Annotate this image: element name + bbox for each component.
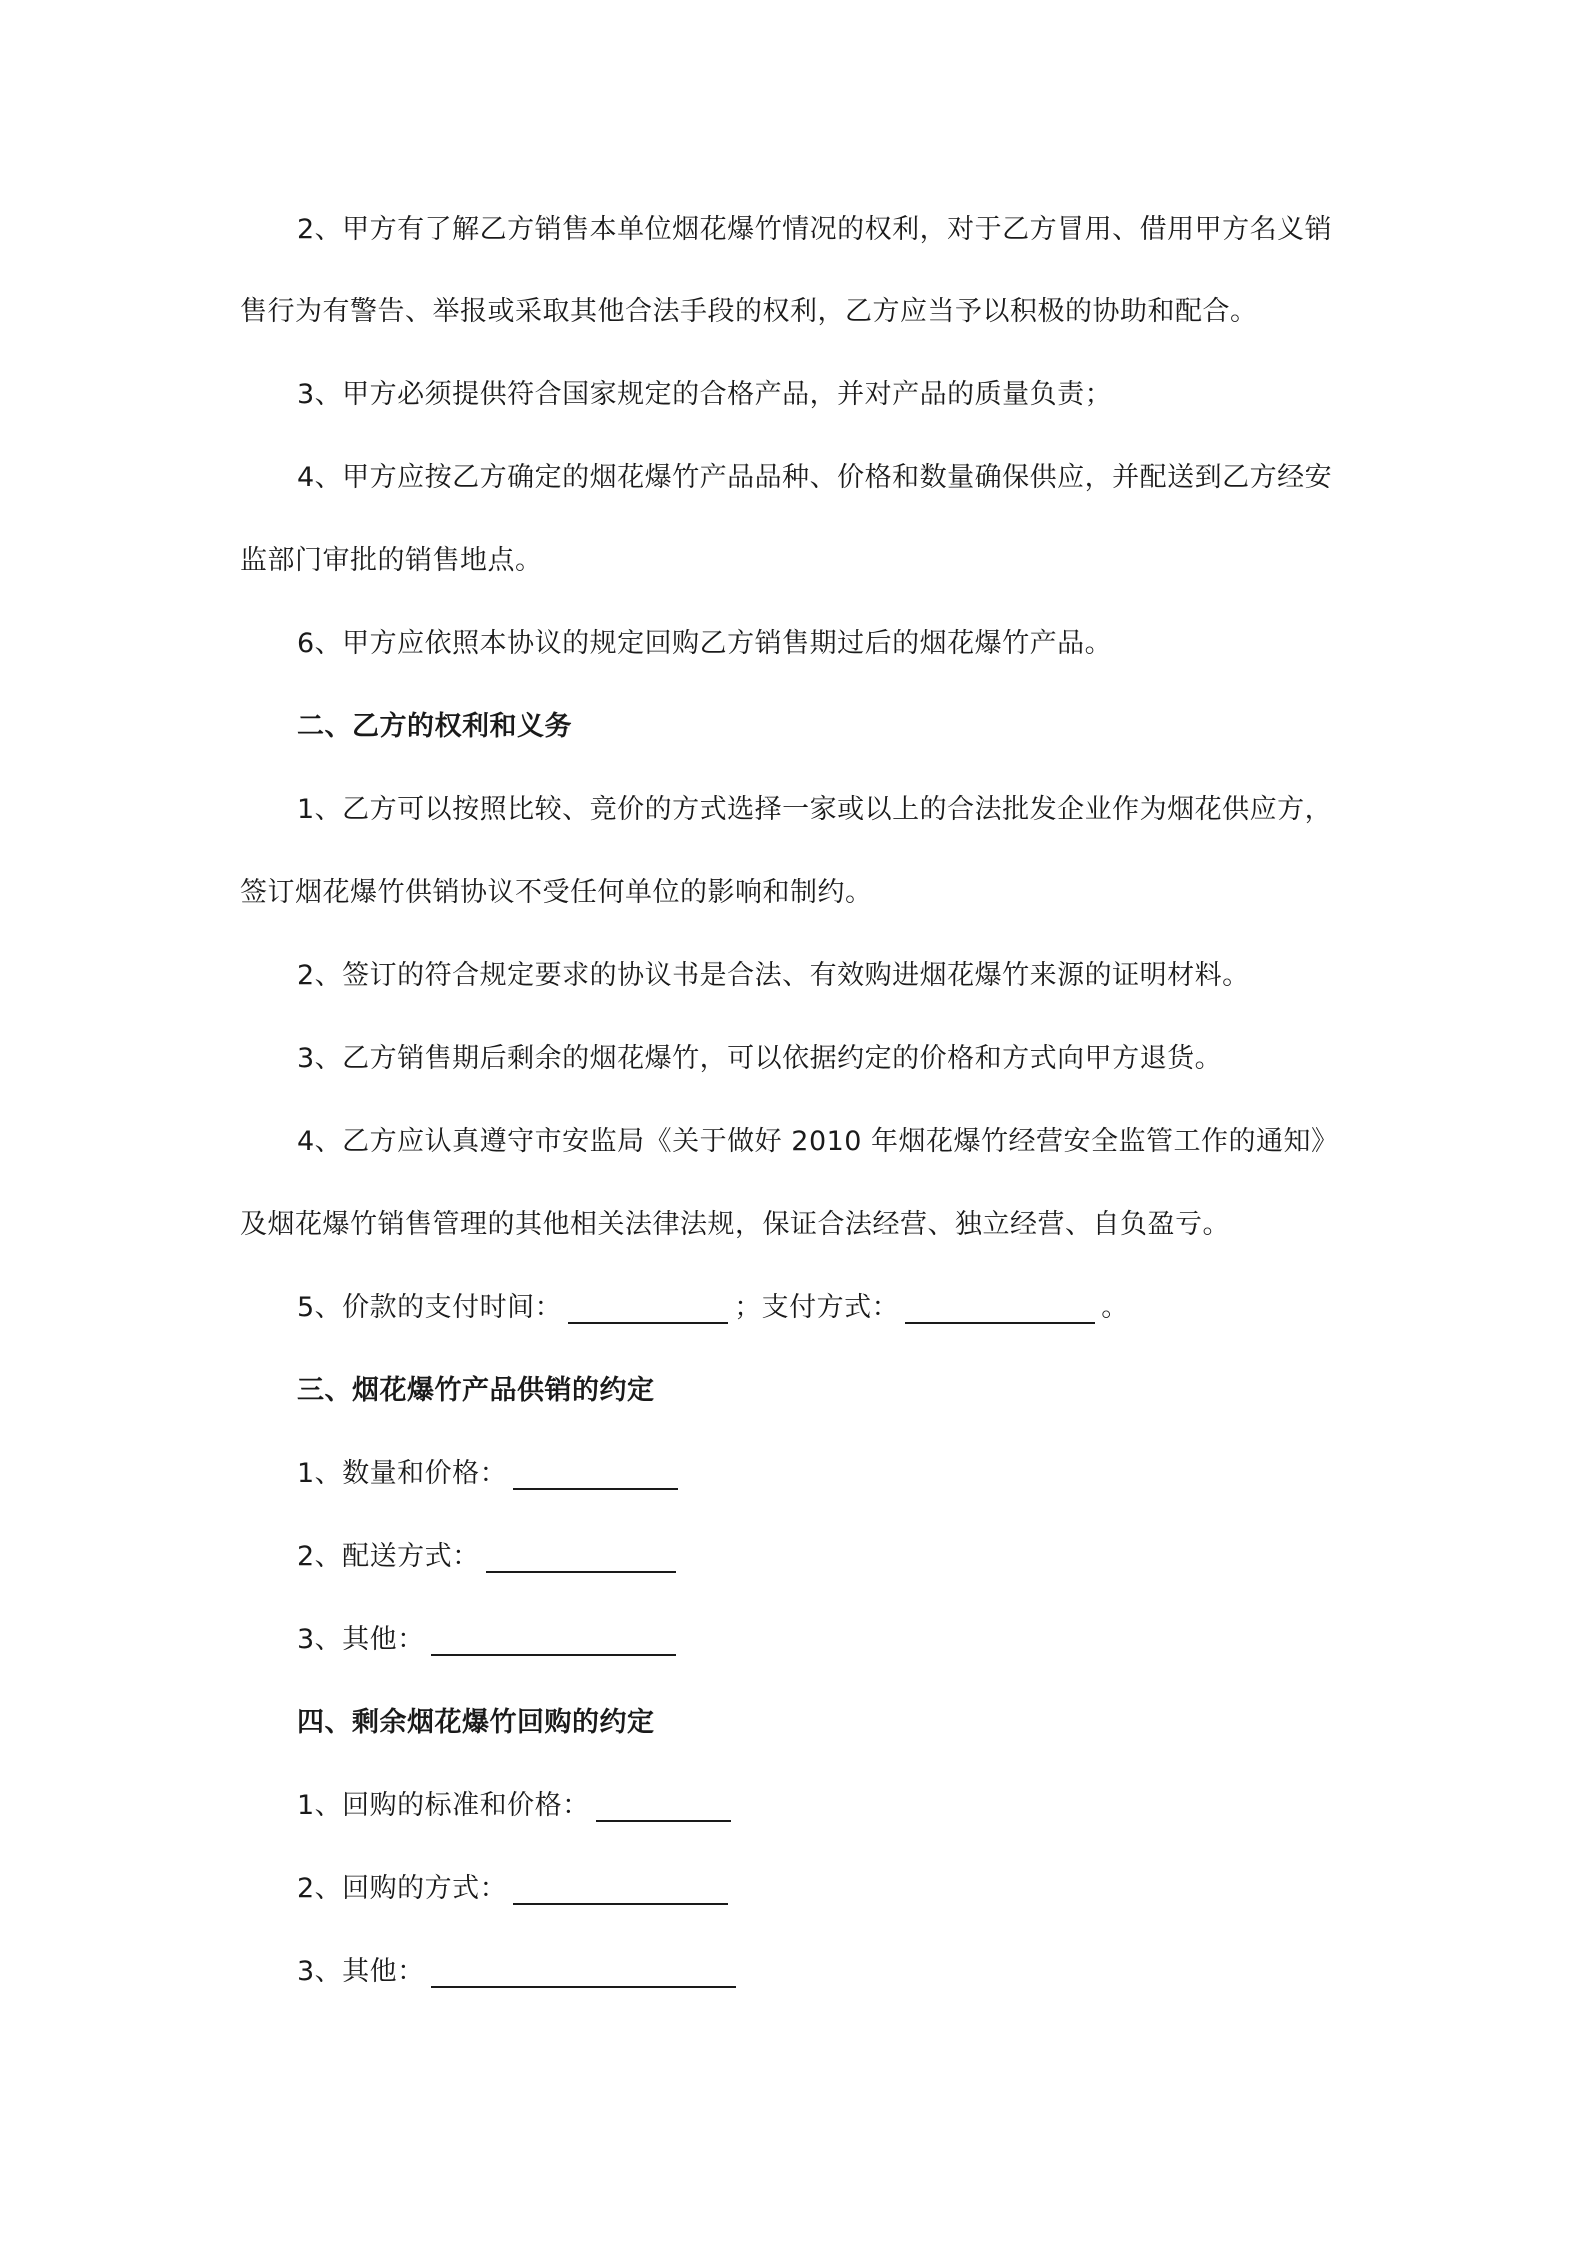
- payment-time-blank[interactable]: [568, 1292, 728, 1324]
- buyback-standard-blank[interactable]: [596, 1790, 731, 1822]
- payment-line: [297, 1288, 1360, 1328]
- paragraph-line: 6、甲方应依照本协议的规定回购乙方销售期过后的烟花爆竹产品。: [297, 628, 1113, 659]
- paragraph-line: 4、甲方应按乙方确定的烟花爆竹产品品种、价格和数量确保供应，并配送到乙方经安: [297, 462, 1333, 493]
- form-line: [297, 1952, 1360, 1992]
- paragraph-line: 售行为有警告、举报或采取其他合法手段的权利，乙方应当予以积极的协助和配合。: [240, 296, 1258, 327]
- buyback-standard-label: 1、回购的标准和价格：: [297, 1790, 590, 1821]
- quantity-price-blank[interactable]: [513, 1458, 678, 1490]
- form-line: [297, 1537, 1360, 1577]
- buyback-other-blank[interactable]: [431, 1956, 736, 1988]
- other-label: 3、其他：: [297, 1624, 425, 1655]
- paragraph-line: 3、甲方必须提供符合国家规定的合格产品，并对产品的质量负责；: [297, 379, 1113, 410]
- section-heading: 三、烟花爆竹产品供销的约定: [297, 1375, 655, 1406]
- delivery-method-label: 2、配送方式：: [297, 1541, 480, 1572]
- form-line: [297, 1454, 1360, 1494]
- paragraph-line: 及烟花爆竹销售管理的其他相关法律法规，保证合法经营、独立经营、自负盈亏。: [240, 1209, 1230, 1240]
- paragraph-line: 2、甲方有了解乙方销售本单位烟花爆竹情况的权利，对于乙方冒用、借用甲方名义销: [297, 214, 1333, 245]
- payment-method-label: ；支付方式：: [734, 1292, 900, 1323]
- payment-time-label: 5、价款的支付时间：: [297, 1292, 563, 1323]
- payment-line-end: 。: [1101, 1292, 1129, 1323]
- buyback-other-label: 3、其他：: [297, 1956, 425, 1987]
- quantity-price-label: 1、数量和价格：: [297, 1458, 508, 1489]
- other-blank[interactable]: [431, 1624, 676, 1656]
- paragraph-line: 监部门审批的销售地点。: [240, 545, 543, 576]
- paragraph-line: 4、乙方应认真遵守市安监局《关于做好 2010 年烟花爆竹经营安全监管工作的通知》: [297, 1126, 1339, 1157]
- payment-method-blank[interactable]: [905, 1292, 1095, 1324]
- section-heading: 二、乙方的权利和义务: [297, 711, 572, 742]
- delivery-method-blank[interactable]: [486, 1541, 676, 1573]
- form-line: [297, 1786, 1360, 1826]
- form-line: [297, 1869, 1360, 1909]
- section-heading: 四、剩余烟花爆竹回购的约定: [297, 1707, 655, 1738]
- paragraph-line: 1、乙方可以按照比较、竞价的方式选择一家或以上的合法批发企业作为烟花供应方，: [297, 794, 1333, 825]
- paragraph-line: 2、签订的符合规定要求的协议书是合法、有效购进烟花爆竹来源的证明材料。: [297, 960, 1250, 991]
- buyback-method-blank[interactable]: [513, 1873, 728, 1905]
- paragraph-line: 签订烟花爆竹供销协议不受任何单位的影响和制约。: [240, 877, 873, 908]
- buyback-method-label: 2、回购的方式：: [297, 1873, 508, 1904]
- form-line: [297, 1620, 1360, 1660]
- paragraph-line: 3、乙方销售期后剩余的烟花爆竹，可以依据约定的价格和方式向甲方退货。: [297, 1043, 1223, 1074]
